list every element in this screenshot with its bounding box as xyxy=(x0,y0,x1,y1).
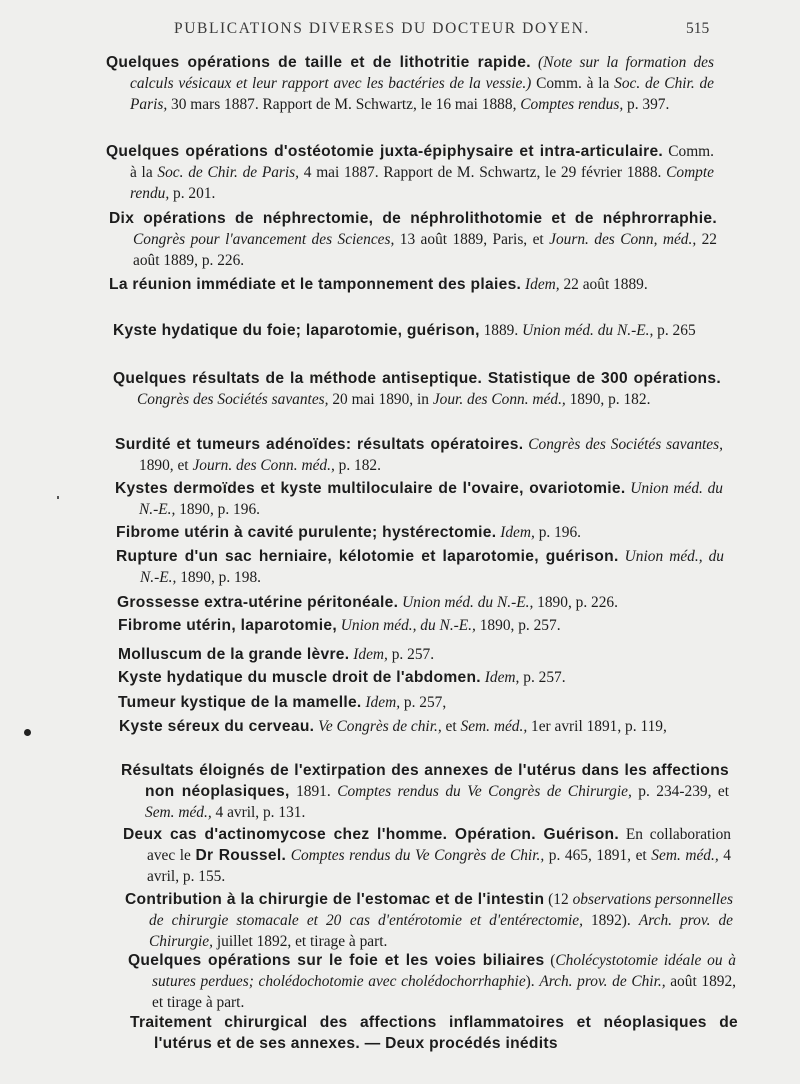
entry-source: Arch. prov. de Chir., xyxy=(539,973,666,990)
entry-title: Deux cas d'actinomycose chez l'homme. Opération. Guérison. xyxy=(123,826,619,843)
entry-detail: 1890, p. 196. xyxy=(175,501,260,518)
entry-detail: ). xyxy=(525,973,540,990)
entry-detail: p. 397. xyxy=(623,96,670,113)
bibliography-entry xyxy=(109,208,717,271)
entry-detail: juillet 1892, et tirage à part. xyxy=(213,933,388,950)
entry-detail: p. 257, xyxy=(400,694,447,711)
entry-detail: 1890, p. 226. xyxy=(533,594,618,611)
page-header xyxy=(0,20,800,44)
entry-source: Soc. de Chir. de Paris, xyxy=(130,75,714,113)
entry-detail: Comm. à la xyxy=(130,143,714,181)
entry-title: Surdité et tumeurs adénoïdes: résultats opératoires. xyxy=(115,436,524,453)
page-number: 515 xyxy=(686,20,710,37)
entry-detail: 1890, et xyxy=(139,457,193,474)
ink-spot xyxy=(24,729,31,736)
entry-title: Contribution à la chirurgie de l'estomac et de l'intestin xyxy=(125,891,545,908)
running-title: PUBLICATIONS DIVERSES DU DOCTEUR DOYEN. xyxy=(174,20,590,37)
entry-source: Congrès pour l'avancement des Sciences, xyxy=(133,231,395,248)
bibliography-entry xyxy=(106,141,714,204)
entry-detail: 1891. xyxy=(289,783,338,800)
ink-speck xyxy=(57,496,59,499)
entry-source: Union méd., du N.-E., xyxy=(140,548,724,586)
entry-source: Ve Congrès de chir., xyxy=(314,718,442,735)
entry-title: Rupture d'un sac herniaire, kélotomie et laparotomie, guérison. xyxy=(116,548,619,565)
entry-detail: et xyxy=(441,718,461,735)
entry-source: Idem, xyxy=(521,276,560,293)
entry-source: Sem. méd., xyxy=(145,804,212,821)
entry-source: Union méd. du N.-E., xyxy=(522,322,654,339)
entry-detail: 22 août 1889, p. 226. xyxy=(133,231,717,269)
entry-source: Union méd. du N.-E., xyxy=(398,594,534,611)
bibliography-entry xyxy=(115,434,723,476)
entry-source: Soc. de Chir. de Paris, xyxy=(157,164,300,181)
entry-title: Dix opérations de néphrectomie, de néphrolithotomie et de néphrorraphie. xyxy=(109,210,717,227)
entry-detail: Dr Roussel. xyxy=(195,847,287,864)
entry-detail: p. 257. xyxy=(387,646,435,663)
entry-source: observations personnelles de chirurgie stomacale et 20 cas d'entérotomie et d'entérectomie, xyxy=(149,891,733,929)
entry-title: Quelques opérations sur le foie et les voies biliaires xyxy=(128,952,545,969)
bibliography-entry xyxy=(106,52,714,115)
entry-source: Idem, xyxy=(349,646,388,663)
bibliography-entry xyxy=(125,889,733,952)
entry-source: Journ. des Conn, méd., xyxy=(549,231,697,248)
bibliography-entry xyxy=(123,824,731,887)
bibliography-entry xyxy=(117,592,725,613)
entry-detail: p. 182. xyxy=(334,457,381,474)
entry-title: La réunion immédiate et le tamponnement des plaies. xyxy=(109,276,522,293)
entry-detail: En collaboration avec le xyxy=(147,826,731,864)
entry-source: Jour. des Conn. méd., xyxy=(432,391,566,408)
entry-source: Idem, xyxy=(480,669,520,686)
entry-title: Kyste hydatique du foie; laparotomie, guérison, xyxy=(113,322,480,339)
entry-source: Comptes rendus, xyxy=(520,96,624,113)
entry-source: Sem. méd., xyxy=(651,847,719,864)
entry-title: Fibrome utérin, laparotomie, xyxy=(118,617,337,634)
entry-detail: p. 465, 1891, et xyxy=(544,847,652,864)
bibliography-entry xyxy=(118,644,726,665)
bibliography-entry xyxy=(113,320,721,341)
entry-source: Comptes rendus du Ve Congrès de Chirurgie, xyxy=(337,783,632,800)
entry-title: Kystes dermoïdes et kyste multiloculaire de l'ovaire, ovariotomie. xyxy=(115,480,626,497)
entry-title: Traitement chirurgical des affections inflammatoires et néoplasiques de l'utérus et de ses annexes. — Deux procédés inédits xyxy=(130,1014,738,1052)
bibliography-entry xyxy=(118,667,726,688)
entry-source: Congrès des Sociétés savantes, xyxy=(137,391,329,408)
entry-detail: 1890, p. 182. xyxy=(565,391,651,408)
entry-detail: 4 avril, p. 155. xyxy=(147,847,731,885)
entry-title: Molluscum de la grande lèvre. xyxy=(118,646,350,663)
entry-title: Kyste hydatique du muscle droit de l'abdomen. xyxy=(118,669,481,686)
entry-detail: p. 196. xyxy=(534,524,582,541)
entry-title: Kyste séreux du cerveau. xyxy=(119,718,315,735)
entry-title: Fibrome utérin à cavité purulente; hystérectomie. xyxy=(116,524,497,541)
entry-detail: Comm. à la xyxy=(531,75,615,92)
entry-detail: 1890, p. 198. xyxy=(176,569,261,586)
entry-detail: p. 265 xyxy=(653,322,696,339)
entry-detail: 30 mars 1887. Rapport de M. Schwartz, le 16 mai 1888, xyxy=(167,96,521,113)
entry-title: Résultats éloignés de l'extirpation des annexes de l'utérus dans les affections non néoplasiques, xyxy=(121,762,729,800)
entry-source: Congrès des Sociétés savantes, xyxy=(523,436,723,453)
entry-detail: 4 mai 1887. Rapport de M. Schwartz, le 29 février 1888. xyxy=(299,164,667,181)
entry-detail: août 1892, et tirage à part. xyxy=(152,973,737,1011)
entry-source: Comptes rendus du Ve Congrès de Chir., xyxy=(286,847,545,864)
entry-title: Tumeur kystique de la mamelle. xyxy=(118,694,362,711)
entry-source: Sem. méd., xyxy=(460,718,528,735)
entry-source: Journ. des Conn. méd., xyxy=(192,457,335,474)
entry-detail: (12 xyxy=(544,891,573,908)
entry-detail: 4 avril, p. 131. xyxy=(211,804,306,821)
entry-title: Quelques opérations de taille et de lithotritie rapide. xyxy=(106,54,531,71)
bibliography-entry xyxy=(115,478,723,520)
entry-detail: 22 août 1889. xyxy=(559,276,648,293)
entry-detail: 1890, p. 257. xyxy=(475,617,561,634)
entry-detail: 20 mai 1890, in xyxy=(328,391,433,408)
entry-title: Quelques résultats de la méthode antiseptique. Statistique de 300 opérations. xyxy=(113,370,721,387)
bibliography-entry xyxy=(121,760,730,823)
bibliography-entry xyxy=(116,546,724,588)
entry-source: Arch. prov. de Chirurgie, xyxy=(149,912,733,950)
bibliography-entry xyxy=(116,522,724,543)
entry-title: Grossesse extra-utérine péritonéale. xyxy=(117,594,399,611)
bibliography-entry xyxy=(113,368,721,410)
entry-source: Union méd. du N.-E., xyxy=(139,480,723,518)
entry-detail: 1er avril 1891, p. 119, xyxy=(527,718,667,735)
entry-detail: p. 234-239, et xyxy=(631,783,730,800)
bibliography-entry xyxy=(118,692,726,713)
entry-source: Compte rendu, xyxy=(130,164,714,202)
entry-source: Idem, xyxy=(361,694,401,711)
entry-source: Cholécystotomie idéale ou à sutures perdues; cholédochotomie avec cholédochorrhaphie xyxy=(152,952,736,990)
entry-detail: p. 201. xyxy=(169,185,216,202)
bibliography-entry xyxy=(109,274,717,295)
entry-detail: p. 257. xyxy=(519,669,566,686)
entry-detail: ( xyxy=(544,952,556,969)
entry-source: Union méd., du N.-E., xyxy=(336,617,476,634)
bibliography-entry xyxy=(119,716,727,737)
bibliography-entry xyxy=(128,950,737,1013)
entry-detail: 1892). xyxy=(582,912,639,929)
entry-title: Quelques opérations d'ostéotomie juxta-épiphysaire et intra-articulaire. xyxy=(106,143,664,160)
entry-detail: 13 août 1889, Paris, et xyxy=(394,231,550,248)
entry-detail: 1889. xyxy=(479,322,523,339)
bibliography-entry xyxy=(130,1012,738,1054)
entry-source: Idem, xyxy=(496,524,535,541)
bibliography-entry xyxy=(118,615,726,636)
entry-source: (Note sur la formation des calculs vésicaux et leur rapport avec les bactéries de la vessie.) xyxy=(130,54,714,92)
